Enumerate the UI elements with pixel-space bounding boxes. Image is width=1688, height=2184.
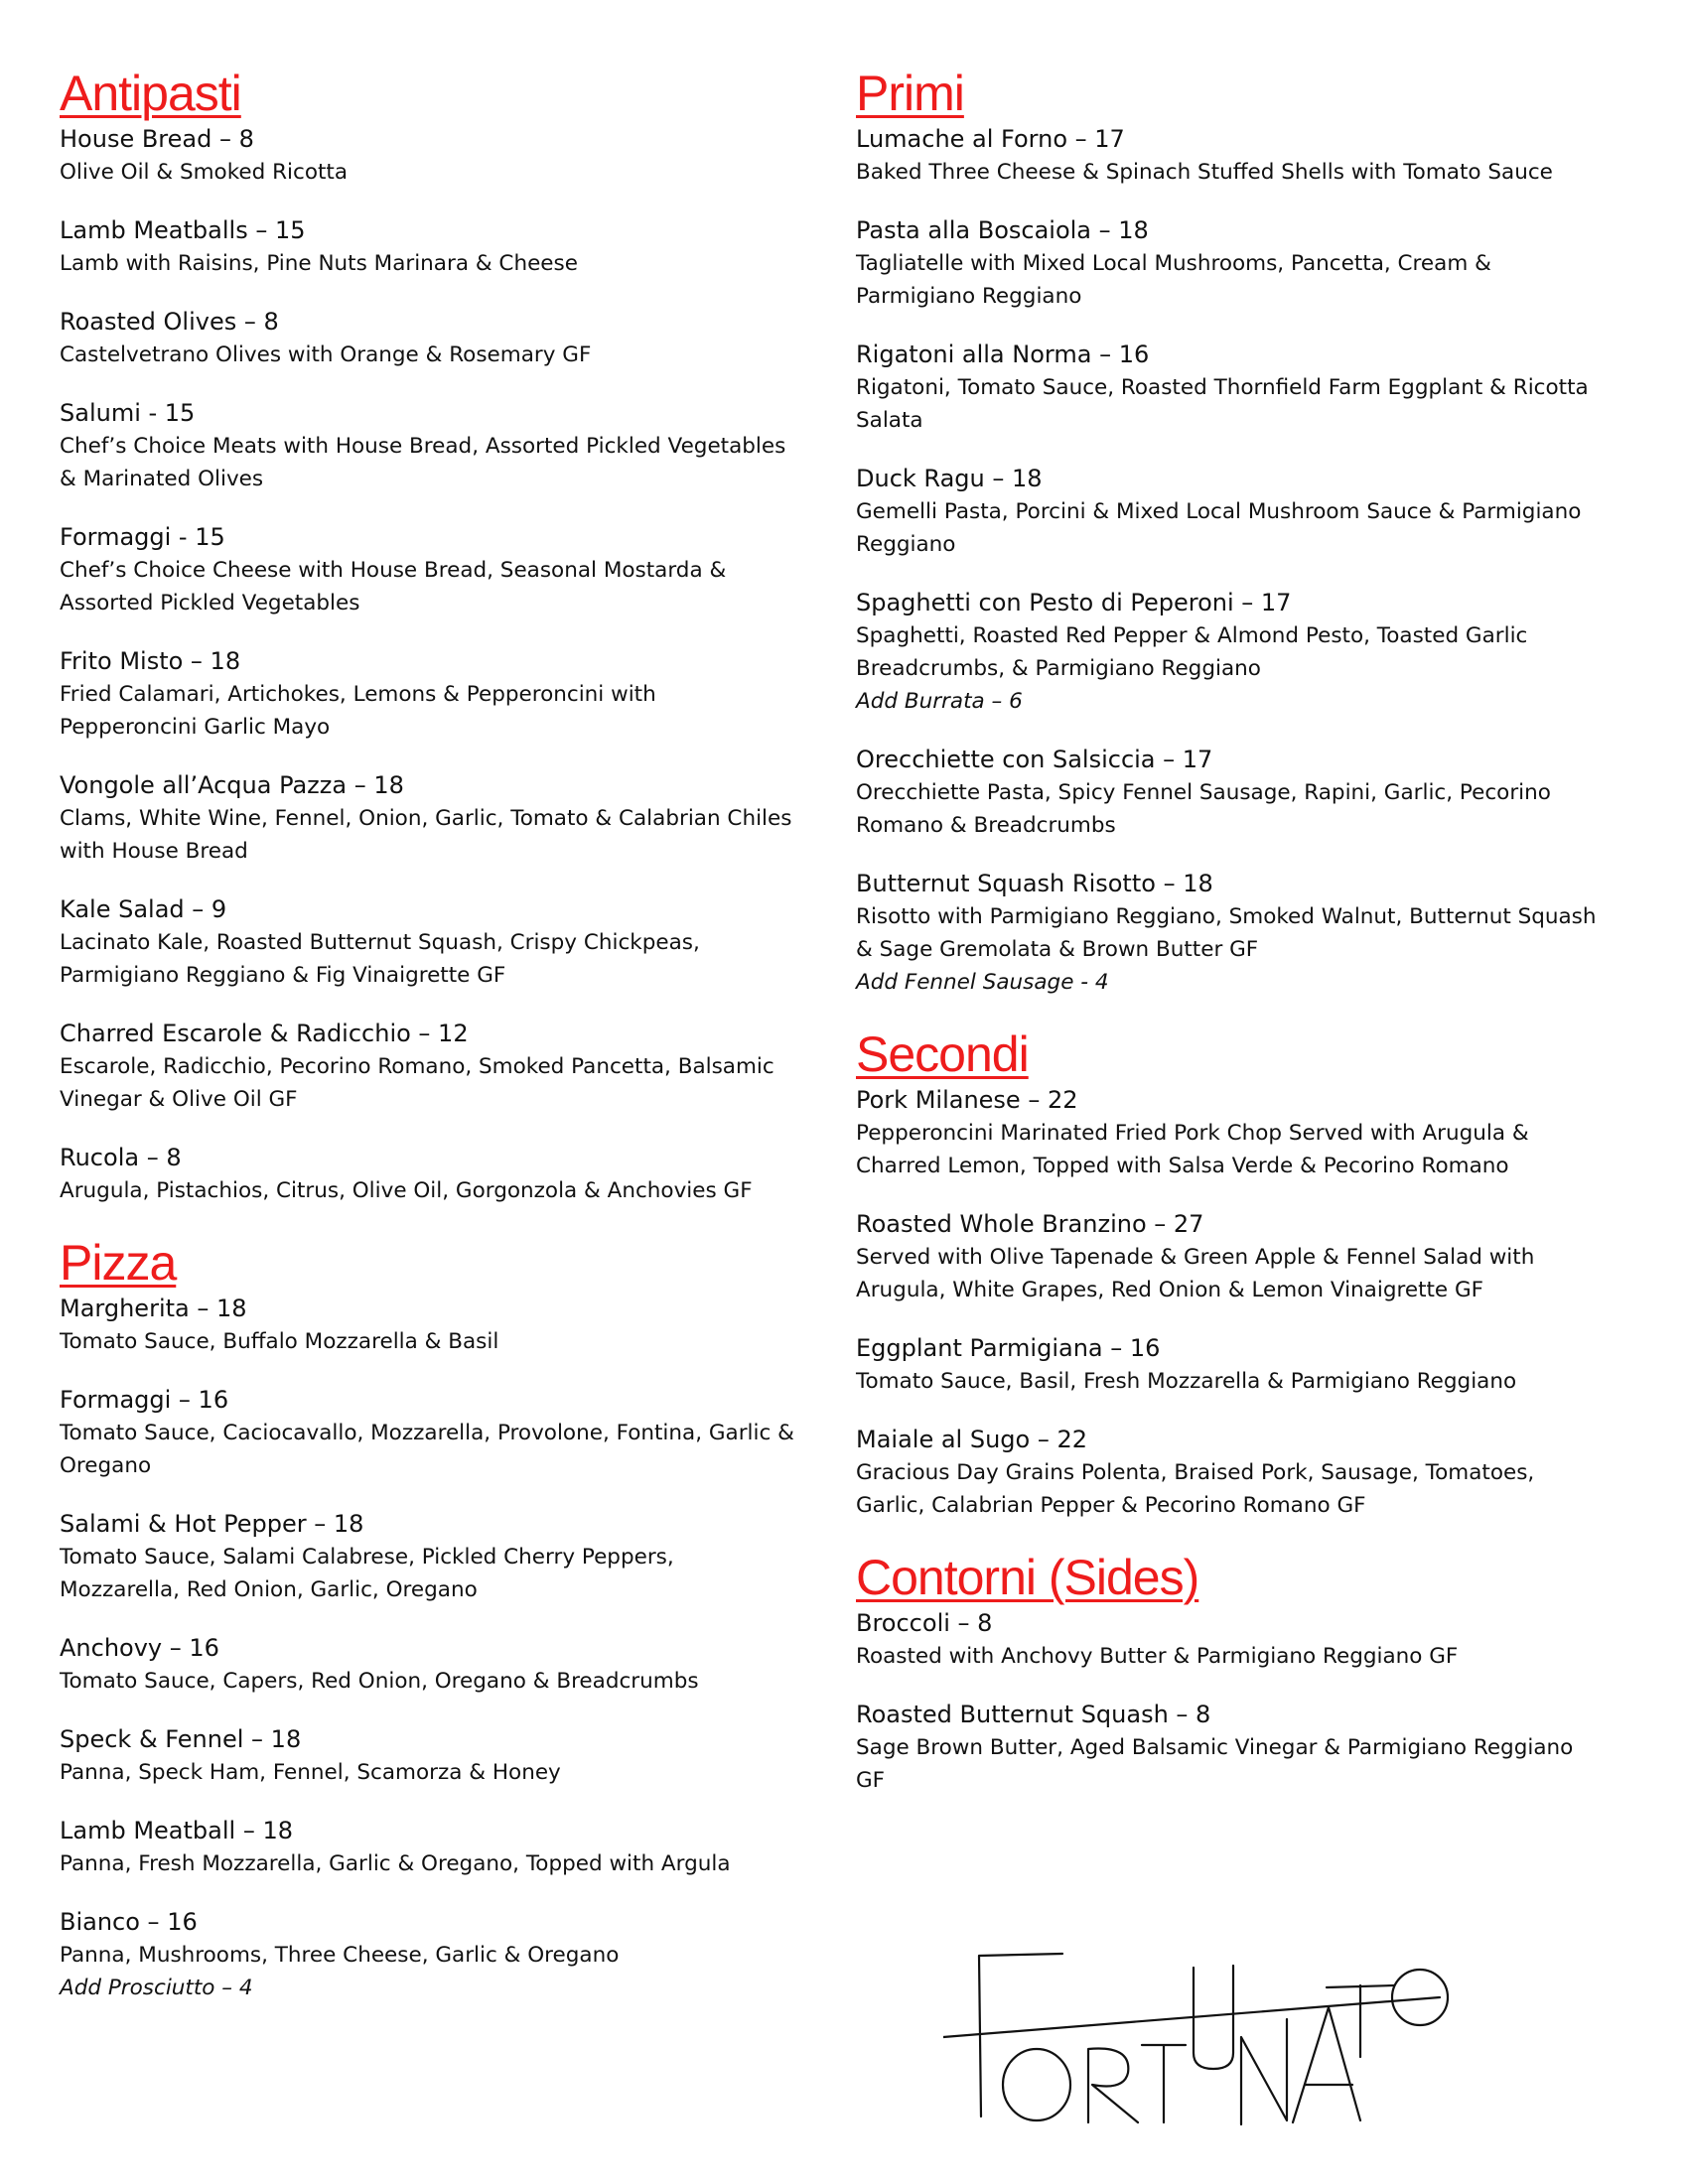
menu-item-name: Lamb Meatballs – 15 (60, 216, 306, 244)
menu-item-name: Charred Escarole & Radicchio – 12 (60, 1020, 469, 1047)
menu-item-add-on: Add Burrata – 6 (856, 689, 1023, 714)
menu-item-description: Breadcrumbs, & Parmigiano Reggiano (856, 656, 1261, 681)
menu-item-name: Roasted Whole Branzino – 27 (856, 1210, 1204, 1238)
menu-item-description: Tomato Sauce, Basil, Fresh Mozzarella & Parmigiano Reggiano (856, 1369, 1517, 1394)
menu-item (60, 645, 834, 744)
menu-item-name: Pork Milanese – 22 (856, 1086, 1078, 1114)
menu-item (856, 1699, 1640, 1797)
menu-item-description: Lacinato Kale, Roasted Butternut Squash, Crispy Chickpeas, (60, 930, 700, 955)
menu-item (60, 893, 834, 992)
menu-item-description: Fried Calamari, Artichokes, Lemons & Pepperoncini with (60, 682, 656, 707)
menu-item-description: Garlic, Calabrian Pepper & Pecorino Romano GF (856, 1493, 1366, 1518)
menu-item-description: & Marinated Olives (60, 467, 264, 491)
menu-item-name: Kale Salad – 9 (60, 895, 227, 923)
menu-item-description: Gracious Day Grains Polenta, Braised Pork, Sausage, Tomatoes, (856, 1460, 1535, 1485)
menu-item (60, 1293, 834, 1358)
fortunato-logo (943, 1946, 1470, 2134)
menu-item-description: Oregano (60, 1453, 152, 1478)
menu-item (856, 1607, 1640, 1673)
menu-item (856, 463, 1640, 561)
menu-item-description: Tomato Sauce, Buffalo Mozzarella & Basil (60, 1329, 499, 1354)
menu-item-name: Rigatoni alla Norma – 16 (856, 341, 1150, 368)
menu-item-name: Maiale al Sugo – 22 (856, 1426, 1088, 1453)
menu-item-description: Risotto with Parmigiano Reggiano, Smoked Walnut, Butternut Squash (856, 904, 1597, 929)
menu-item-name: Bianco – 16 (60, 1908, 198, 1936)
menu-item-description: Parmigiano Reggiano & Fig Vinaigrette GF (60, 963, 506, 988)
menu-item (60, 521, 834, 619)
menu-item-description: Rigatoni, Tomato Sauce, Roasted Thornfield Farm Eggplant & Ricotta (856, 375, 1589, 400)
menu-item-description: Romano & Breadcrumbs (856, 813, 1116, 838)
menu-item (60, 397, 834, 495)
section-title-antipasti: Antipasti (60, 66, 241, 121)
menu-item-description: Lamb with Raisins, Pine Nuts Marinara & Cheese (60, 251, 578, 276)
menu-item-description: Panna, Fresh Mozzarella, Garlic & Oregano, Topped with Argula (60, 1851, 731, 1876)
section-title-pizza: Pizza (60, 1235, 177, 1291)
menu-item-description: Pepperoncini Marinated Fried Pork Chop Served with Arugula & (856, 1121, 1529, 1146)
menu-item (856, 1424, 1640, 1522)
menu-item-description: Mozzarella, Red Onion, Garlic, Oregano (60, 1577, 478, 1602)
menu-item-description: Roasted with Anchovy Butter & Parmigiano Reggiano GF (856, 1644, 1459, 1669)
menu-item (856, 123, 1640, 189)
menu-item (60, 123, 834, 189)
menu-item-description: Gemelli Pasta, Porcini & Mixed Local Mushroom Sauce & Parmigiano (856, 499, 1582, 524)
menu-item (60, 1632, 834, 1698)
section-title-primi: Primi (856, 66, 964, 121)
right-column (856, 64, 1640, 1823)
menu-item (60, 1815, 834, 1880)
menu-item-name: Pasta alla Boscaiola – 18 (856, 216, 1149, 244)
menu-item-description: Sage Brown Butter, Aged Balsamic Vinegar & Parmigiano Reggiano (856, 1735, 1574, 1760)
menu-item-name: Spaghetti con Pesto di Peperoni – 17 (856, 589, 1292, 616)
menu-item-name: Duck Ragu – 18 (856, 465, 1043, 492)
menu-item-description: Olive Oil & Smoked Ricotta (60, 160, 349, 185)
menu-item-name: Orecchiette con Salsiccia – 17 (856, 746, 1213, 773)
menu-item (60, 1384, 834, 1482)
menu-item-name: House Bread – 8 (60, 125, 254, 153)
menu-item-description: Chef’s Choice Cheese with House Bread, Seasonal Mostarda & (60, 558, 727, 583)
menu-item-description: Spaghetti, Roasted Red Pepper & Almond Pesto, Toasted Garlic (856, 623, 1528, 648)
menu-item-name: Frito Misto – 18 (60, 647, 241, 675)
menu-item-description: Baked Three Cheese & Spinach Stuffed Shells with Tomato Sauce (856, 160, 1553, 185)
menu-item-name: Formaggi – 16 (60, 1386, 229, 1414)
menu-item (60, 1508, 834, 1606)
menu-item-name: Formaggi - 15 (60, 523, 225, 551)
menu-item (856, 744, 1640, 842)
menu-item (60, 769, 834, 868)
menu-item-description: Pepperoncini Garlic Mayo (60, 715, 331, 740)
menu-item-add-on: Add Prosciutto – 4 (60, 1976, 253, 2000)
menu-item (856, 214, 1640, 313)
menu-item (60, 1723, 834, 1789)
menu-item-name: Margherita – 18 (60, 1295, 247, 1322)
menu-item-description: & Sage Gremolata & Brown Butter GF (856, 937, 1259, 962)
menu-item-description: Escarole, Radicchio, Pecorino Romano, Smoked Pancetta, Balsamic (60, 1054, 774, 1079)
menu-item (60, 1142, 834, 1207)
menu-item-description: Tagliatelle with Mixed Local Mushrooms, Pancetta, Cream & (856, 251, 1491, 276)
menu-item-description: Arugula, White Grapes, Red Onion & Lemon Vinaigrette GF (856, 1278, 1484, 1302)
menu-item-name: Speck & Fennel – 18 (60, 1725, 302, 1753)
menu-item-description: Charred Lemon, Topped with Salsa Verde & Pecorino Romano (856, 1154, 1509, 1178)
menu-item-description: Panna, Mushrooms, Three Cheese, Garlic & Oregano (60, 1943, 620, 1968)
menu-item-name: Broccoli – 8 (856, 1609, 993, 1637)
menu-item-description: Castelvetrano Olives with Orange & Rosemary GF (60, 342, 592, 367)
menu-item-add-on: Add Fennel Sausage - 4 (856, 970, 1109, 995)
menu-item-description: Arugula, Pistachios, Citrus, Olive Oil, Gorgonzola & Anchovies GF (60, 1178, 753, 1203)
menu-item-description: Parmigiano Reggiano (856, 284, 1082, 309)
section-title-secondi: Secondi (856, 1026, 1029, 1082)
menu-item-name: Salami & Hot Pepper – 18 (60, 1510, 364, 1538)
menu-item (60, 214, 834, 280)
menu-item (60, 306, 834, 371)
menu-item-name: Lumache al Forno – 17 (856, 125, 1125, 153)
menu-item (856, 1084, 1640, 1182)
menu-item (856, 1208, 1640, 1306)
menu-item-description: with House Bread (60, 839, 248, 864)
menu-item (60, 1906, 834, 2004)
menu-item (856, 339, 1640, 437)
menu-item-name: Roasted Butternut Squash – 8 (856, 1701, 1211, 1728)
menu-item-description: Served with Olive Tapenade & Green Apple & Fennel Salad with (856, 1245, 1535, 1270)
menu-item-description: Salata (856, 408, 923, 433)
menu-item (856, 1332, 1640, 1398)
left-column (60, 64, 834, 2030)
menu-item-description: Orecchiette Pasta, Spicy Fennel Sausage, Rapini, Garlic, Pecorino (856, 780, 1551, 805)
menu-item-description: Tomato Sauce, Caciocavallo, Mozzarella, Provolone, Fontina, Garlic & (60, 1421, 794, 1445)
menu-item-description: GF (856, 1768, 886, 1793)
menu-item (60, 1018, 834, 1116)
menu-item-name: Vongole all’Acqua Pazza – 18 (60, 771, 404, 799)
menu-item-name: Lamb Meatball – 18 (60, 1817, 293, 1844)
menu-item-description: Vinegar & Olive Oil GF (60, 1087, 298, 1112)
menu-item-description: Reggiano (856, 532, 956, 557)
menu-item-description: Assorted Pickled Vegetables (60, 591, 360, 615)
menu-item-description: Tomato Sauce, Salami Calabrese, Pickled Cherry Peppers, (60, 1545, 674, 1570)
menu-item-description: Tomato Sauce, Capers, Red Onion, Oregano & Breadcrumbs (60, 1669, 699, 1694)
menu-item-name: Anchovy – 16 (60, 1634, 219, 1662)
section-title-contorni-sides: Contorni (Sides) (856, 1550, 1199, 1605)
menu-item-name: Roasted Olives – 8 (60, 308, 279, 336)
menu-item (856, 587, 1640, 718)
menu-item-name: Eggplant Parmigiana – 16 (856, 1334, 1161, 1362)
menu-item-description: Chef’s Choice Meats with House Bread, Assorted Pickled Vegetables (60, 434, 786, 459)
menu-item-description: Clams, White Wine, Fennel, Onion, Garlic, Tomato & Calabrian Chiles (60, 806, 792, 831)
menu-item-name: Salumi - 15 (60, 399, 196, 427)
menu-item-name: Rucola – 8 (60, 1144, 182, 1171)
menu-item-description: Panna, Speck Ham, Fennel, Scamorza & Honey (60, 1760, 561, 1785)
menu-item-name: Butternut Squash Risotto – 18 (856, 870, 1213, 897)
menu-item (856, 868, 1640, 999)
